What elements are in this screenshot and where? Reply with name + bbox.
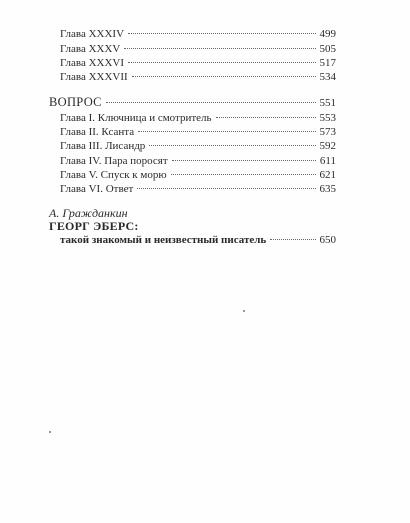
- toc-entry-label: Глава III. Лисандр: [60, 140, 146, 152]
- toc-entry-label: Глава XXXV: [60, 43, 121, 55]
- toc-entry-label: Глава XXXVII: [60, 71, 128, 83]
- toc-entry-page: 611: [319, 155, 336, 167]
- dot-leader: [137, 188, 316, 189]
- toc-entry-page: 573: [319, 126, 336, 138]
- toc-entry: [60, 71, 336, 84]
- toc-entry-label: Глава IV. Пара поросят: [60, 155, 168, 167]
- dot-leader: [132, 76, 316, 77]
- toc-entry: [60, 43, 336, 56]
- toc-entry: [60, 126, 336, 139]
- toc-entry-label: Глава I. Ключница и смотритель: [60, 112, 212, 124]
- essay-entry: [60, 234, 336, 247]
- toc-entry-page: 499: [319, 28, 336, 40]
- dot-leader: [128, 33, 316, 34]
- toc-entry-label: Глава II. Ксанта: [60, 126, 135, 138]
- toc-entry-page: 517: [319, 57, 336, 69]
- essay-page: 650: [319, 234, 336, 246]
- toc-entry-page: 621: [319, 169, 336, 181]
- toc-entry: [60, 112, 336, 125]
- essay-subtitle: такой знакомый и неизвестный писатель: [60, 234, 267, 246]
- dot-leader: [270, 239, 316, 240]
- toc-entry-page: 505: [319, 43, 336, 55]
- toc-entry-page: 553: [319, 112, 336, 124]
- toc-entry: [60, 28, 336, 41]
- toc-entry: [60, 183, 336, 196]
- toc-entry-page: 635: [319, 183, 336, 195]
- section-title: ВОПРОС: [49, 95, 102, 109]
- toc-entry: [60, 169, 336, 182]
- scan-speck: [49, 431, 51, 433]
- toc-entry-label: Глава XXXIV: [60, 28, 125, 40]
- dot-leader: [172, 160, 316, 161]
- essay-title: ГЕОРГ ЭБЕРС:: [49, 219, 139, 233]
- dot-leader: [128, 62, 316, 63]
- toc-entry-label: Глава VI. Ответ: [60, 183, 134, 195]
- dot-leader: [149, 145, 316, 146]
- dot-leader: [124, 48, 316, 49]
- essay-author: А. Гражданкин: [49, 206, 128, 220]
- dot-leader: [171, 174, 316, 175]
- toc-entry: [60, 155, 336, 168]
- scan-speck: [243, 310, 245, 312]
- dot-leader: [106, 102, 316, 103]
- dot-leader: [216, 117, 316, 118]
- toc-entry-page: 592: [319, 140, 336, 152]
- toc-entry-label: Глава V. Спуск к морю: [60, 169, 167, 181]
- toc-entry: [60, 57, 336, 70]
- section-entry: [49, 96, 336, 110]
- dot-leader: [138, 131, 316, 132]
- toc-entry-label: Глава XXXVI: [60, 57, 125, 69]
- toc-entry-page: 534: [319, 71, 336, 83]
- toc-entry: [60, 140, 336, 153]
- section-page: 551: [319, 97, 336, 109]
